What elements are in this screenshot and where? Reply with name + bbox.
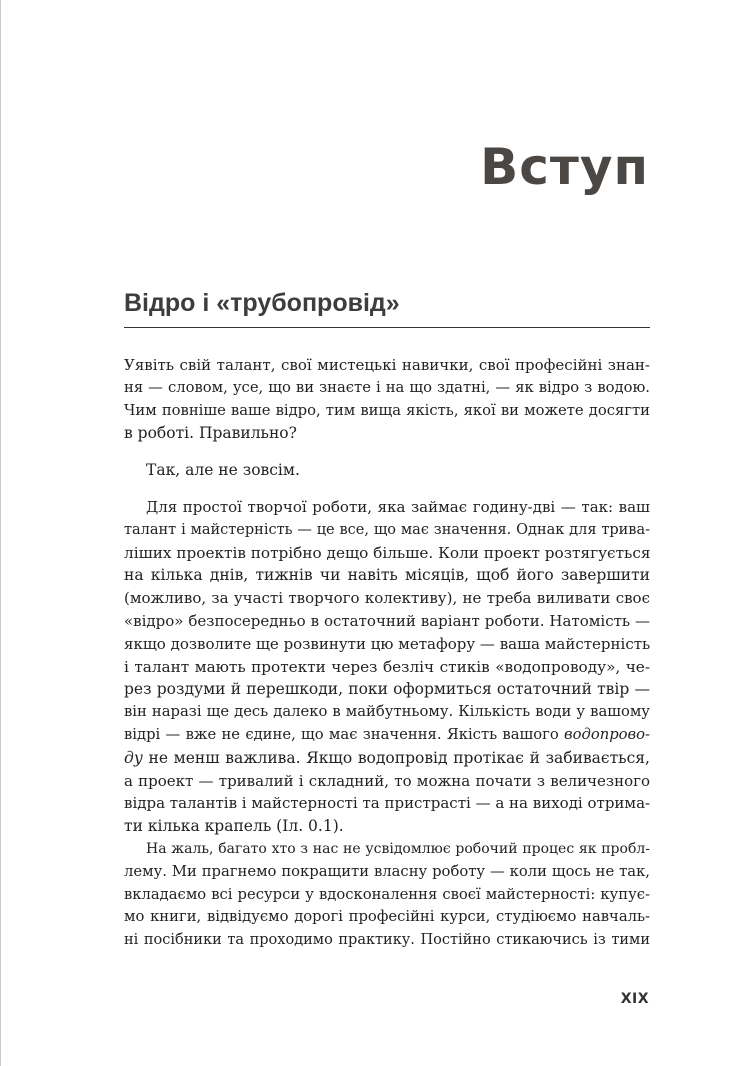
body-text — [124, 354, 650, 952]
text-line: якщо дозволите ще розвинути цю метафору — ваша майстерність — [124, 634, 651, 653]
text-line: а проект — тривалий і складний, то можна почати з величезного — [124, 771, 650, 790]
text-line: талант і майстерність — це все, що має значення. Однак для трива- — [124, 521, 650, 538]
text-line: ні посібники та проходимо практику. Постійно стикаючись із тими — [124, 932, 650, 949]
text-line: ліших проектів потрібно дещо більше. Коли проект розтягується — [124, 543, 651, 562]
page-number: XIX — [620, 991, 649, 1007]
text-line: На жаль, багато хто з нас не усвідомлює робочий процес як пробл- — [146, 840, 650, 857]
paragraph-1 — [124, 354, 650, 445]
text-line: на кілька днів, тижнів чи навіть місяців, щоб його завершити — [124, 566, 650, 585]
text-line — [124, 747, 650, 770]
text-line: ня — словом, усе, що ви знаєте і на що здатні, — як відро з водою. — [124, 378, 650, 396]
text-line: відра талантів і майстерності та пристрасті — а на виході отрима- — [124, 794, 651, 813]
text-line: в роботі. Правильно? — [124, 424, 297, 443]
text-line: (можливо, за участі творчого колективу), не треба виливати своє — [124, 589, 650, 608]
text-line: і талант мають протекти через безліч стиків «водопроводу», че- — [124, 657, 650, 676]
text-line: лему. Ми прагнемо покращити власну роботу — коли щось не так, — [124, 862, 650, 880]
text-line — [124, 724, 650, 747]
paragraph-3 — [124, 496, 650, 838]
text-line: він наразі ще десь далеко в майбутньому. Кількість води у вашому — [124, 703, 650, 721]
text-line: ти кілька крапель (Іл. 0.1). — [124, 817, 344, 836]
text-line: вкладаємо всі ресурси у вдосконалення своєї майстерності: купує- — [124, 885, 650, 903]
text-line: Уявіть свій талант, свої мистецькі навички, свої професійні знан- — [124, 356, 650, 374]
text-span: відрі — вже не єдине, що має значення. Якість вашого — [124, 725, 559, 743]
text-line: Чим повніше ваше відро, тим вища якість, якої ви можете досягти — [124, 401, 650, 419]
section-divider — [124, 327, 650, 328]
text-line: мо книги, відвідуємо дорогі професійні курси, студіюємо навчаль- — [124, 908, 650, 926]
paragraph-4 — [124, 838, 650, 952]
text-line: Для простої творчої роботи, яка займає годину-дві — так: ваш — [146, 497, 650, 516]
paragraph-2 — [124, 459, 650, 482]
text-line: рез роздуми й перешкоди, поки оформиться остаточний твір — — [124, 680, 650, 699]
chapter-title: Вступ — [480, 138, 649, 196]
text-line: Так, але не зовсім. — [146, 461, 300, 480]
text-line: «відро» безпосередньо в остаточний варіант роботи. Натомість — — [124, 611, 650, 630]
section-title: Відро і «трубопровід» — [124, 289, 400, 317]
italic-text: ду — [124, 748, 143, 767]
italic-text: водопрово- — [564, 725, 650, 743]
text-span: не менш важлива. Якщо водопровід протікає й забивається, — [148, 748, 650, 767]
